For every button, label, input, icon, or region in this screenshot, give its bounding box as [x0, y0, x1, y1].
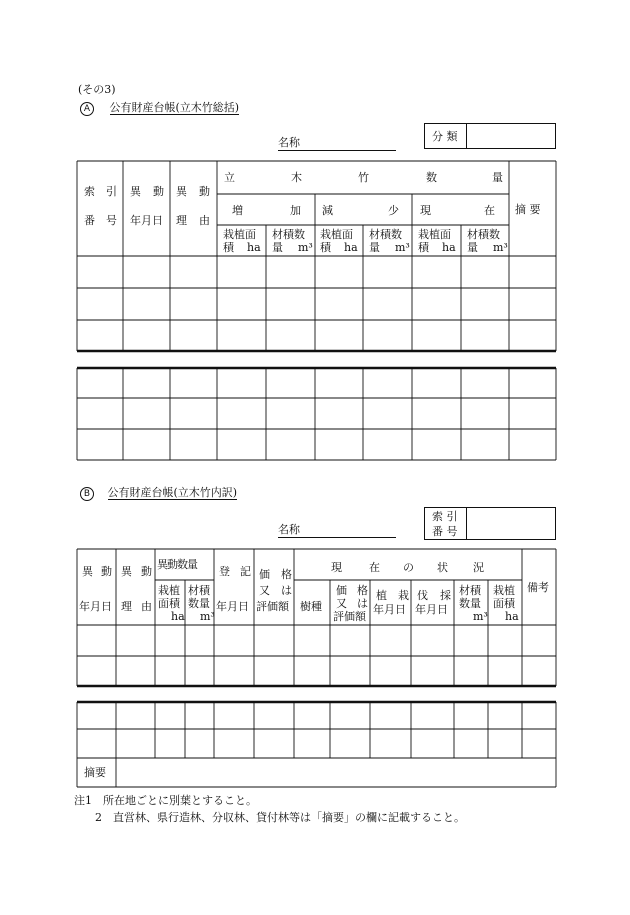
- hdr-a-inc-1: 増: [232, 204, 243, 217]
- hdr-b-cut-1: 伐: [417, 589, 428, 602]
- hdr-a-idodate-1: 異: [130, 185, 141, 198]
- hdr-b-vol2-2: 数量: [459, 597, 481, 610]
- hdr-b-price2-2: 格: [357, 584, 368, 597]
- hdr-b-area2-2: 面積: [493, 597, 515, 610]
- hdr-b-status-4: 状: [437, 561, 448, 574]
- hdr-b-biko: 備考: [527, 581, 549, 594]
- hdr-b-status-1: 現: [331, 561, 342, 574]
- section-a-class-label: 分 類: [432, 130, 458, 143]
- hdr-a-area-1a: 栽植面: [223, 228, 256, 241]
- hdr-a-vol-2b: 量: [369, 241, 380, 254]
- hdr-b-vol2-1: 材積: [459, 584, 481, 597]
- hdr-a-sakuin-3: 番: [84, 214, 95, 227]
- hdr-b-price-1: 価: [259, 568, 270, 581]
- hdr-b-area2-3: ha: [505, 610, 519, 623]
- hdr-b-ido2-1: 異: [121, 565, 132, 578]
- hdr-b-area-1: 栽植: [158, 584, 180, 597]
- hdr-b-price2-5: 評価額: [333, 610, 366, 623]
- hdr-a-idoreason-1: 異: [176, 185, 187, 198]
- hdr-a-qty-5: 量: [492, 171, 503, 184]
- note-2: 2 直営林、県行造林、分収林、貸付林等は「摘要」の欄に記載すること。: [95, 811, 465, 824]
- hdr-b-status-2: 在: [369, 561, 380, 574]
- hdr-b-vol-2: 数量: [188, 597, 210, 610]
- hdr-a-cur-2: 在: [484, 204, 495, 217]
- hdr-b-planted-2: 栽: [398, 589, 409, 602]
- hdr-b-price-3: 又: [259, 584, 270, 597]
- hdr-b-vol2-3: m³: [473, 610, 488, 623]
- hdr-b-planted-3: 年月日: [373, 603, 406, 616]
- section-b-title: 公有財産台帳(立木竹内訳): [107, 486, 238, 499]
- section-b-index-label-1: 索 引: [432, 510, 458, 523]
- hdr-a-area-2b: 積: [320, 241, 331, 254]
- hdr-b-area-2: 面積: [158, 597, 180, 610]
- hdr-a-qty-1: 立: [224, 171, 235, 184]
- section-b-index-label-2: 番 号: [432, 525, 458, 538]
- hdr-a-inc-2: 加: [290, 204, 301, 217]
- hdr-a-dec-2: 少: [388, 204, 399, 217]
- hdr-b-vol-3: m³: [200, 610, 215, 623]
- hdr-a-vol-1b: 量: [272, 241, 283, 254]
- hdr-a-sakuin-2: 引: [106, 185, 117, 198]
- hdr-b-vol-1: 材積: [188, 584, 210, 597]
- hdr-a-area-2c: ha: [344, 241, 358, 254]
- hdr-a-dec-1: 減: [322, 204, 333, 217]
- hdr-a-vol-2a: 材積数: [369, 228, 402, 241]
- hdr-b-status-5: 況: [473, 561, 484, 574]
- note-1: 注1 所在地ごとに別葉とすること。: [74, 794, 257, 807]
- hdr-a-area-3a: 栽植面: [418, 228, 451, 241]
- hdr-b-toki-1: 登: [219, 565, 230, 578]
- hdr-a-idodate-3: 年月日: [130, 214, 163, 227]
- hdr-a-area-2a: 栽植面: [320, 228, 353, 241]
- hdr-a-idoreason-2: 動: [199, 185, 210, 198]
- hdr-b-cut-3: 年月日: [415, 603, 448, 616]
- hdr-a-area-1c: ha: [247, 241, 261, 254]
- hdr-b-area2-1: 栽植: [493, 584, 515, 597]
- page-label: (その3): [78, 83, 116, 96]
- hdr-a-idoreason-3: 理: [176, 214, 187, 227]
- hdr-a-area-3b: 積: [418, 241, 429, 254]
- hdr-a-vol-3b: 量: [467, 241, 478, 254]
- section-a-title: 公有財産台帳(立木竹総括): [109, 101, 240, 114]
- hdr-a-idodate-2: 動: [153, 185, 164, 198]
- hdr-a-cur-1: 現: [420, 204, 431, 217]
- hdr-b-price-5: 評価額: [256, 600, 289, 613]
- hdr-a-sakuin-4: 号: [106, 214, 117, 227]
- hdr-b-price2-1: 価: [336, 584, 347, 597]
- hdr-b-ido2-2: 動: [141, 565, 152, 578]
- hdr-b-status-3: の: [403, 561, 414, 574]
- section-a-badge: A: [80, 102, 94, 116]
- hdr-a-qty-2: 木: [291, 171, 302, 184]
- hdr-b-cut-2: 採: [440, 589, 451, 602]
- hdr-b-species: 樹種: [300, 600, 322, 613]
- hdr-b-ido1-3: 年月日: [79, 600, 112, 613]
- hdr-a-area-3c: ha: [442, 241, 456, 254]
- hdr-a-vol-2c: m³: [395, 241, 410, 254]
- hdr-a-sakuin-1: 索: [84, 185, 95, 198]
- hdr-b-ido1-2: 動: [101, 565, 112, 578]
- hdr-a-idoreason-4: 由: [199, 214, 210, 227]
- hdr-a-vol-1a: 材積数: [272, 228, 305, 241]
- hdr-a-qty-4: 数: [426, 171, 437, 184]
- hdr-b-price-4: は: [281, 584, 292, 597]
- hdr-b-price2-4: は: [357, 597, 368, 610]
- hdr-b-idoqty: 異動数量: [157, 558, 197, 571]
- hdr-b-ido2-4: 由: [141, 600, 152, 613]
- hdr-b-price2-3: 又: [336, 597, 347, 610]
- hdr-a-area-1b: 積: [223, 241, 234, 254]
- hdr-a-tekiyo: 摘 要: [515, 203, 541, 216]
- section-b-badge: B: [80, 487, 94, 501]
- section-b-name-label: 名称: [278, 523, 300, 536]
- hdr-b-area-3: ha: [171, 610, 185, 623]
- hdr-a-vol-3a: 材積数: [467, 228, 500, 241]
- section-b-tekiyo-label: 摘要: [84, 766, 106, 779]
- hdr-b-ido1-1: 異: [82, 565, 93, 578]
- hdr-a-vol-1c: m³: [298, 241, 313, 254]
- hdr-b-toki-2: 記: [240, 565, 251, 578]
- hdr-a-vol-3c: m³: [493, 241, 508, 254]
- section-a-name-label: 名称: [278, 136, 300, 149]
- hdr-b-ido2-3: 理: [121, 600, 132, 613]
- hdr-b-planted-1: 植: [376, 589, 387, 602]
- hdr-a-qty-3: 竹: [358, 171, 369, 184]
- hdr-b-toki-3: 年月日: [216, 600, 249, 613]
- hdr-b-price-2: 格: [281, 568, 292, 581]
